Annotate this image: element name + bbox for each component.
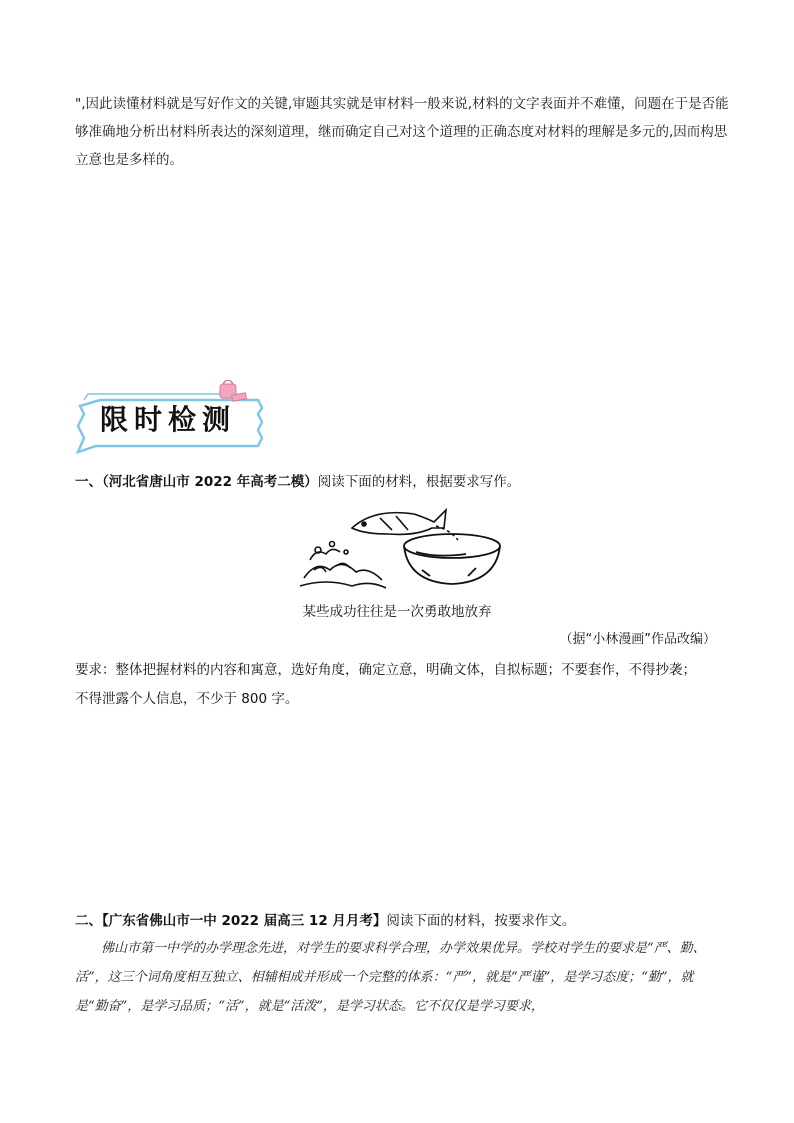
question-2-source: 【广东省佛山市一中 2022 届高三 12 月月考】 — [102, 913, 387, 929]
fish-bowl-cartoon — [296, 500, 502, 592]
question-1-number: 一、 — [75, 474, 102, 490]
question-1-source: （河北省唐山市 2022 年高考二模） — [102, 474, 318, 490]
question-2-number: 二、 — [75, 913, 102, 929]
cartoon-credit: （据“小林漫画”作品改编） — [559, 632, 716, 647]
question-2-instruction: 阅读下面的材料，按要求作文。 — [386, 913, 576, 929]
question-1-instruction: 阅读下面的材料，根据要求写作。 — [317, 474, 521, 490]
requirements-line-1: 要求：整体把握材料的内容和寓意，选好角度，确定立意，明确文体，自拟标题；不要套作，不得抄袭； — [75, 662, 696, 678]
question-2-material — [75, 934, 725, 1021]
intro-paragraph: ",因此读懂材料就是写好作文的关键,审题其实就是审材料一般来说,材料的文字表面并不难懂，问题在于是否能够准确地分析出材料所表达的深刻道理，继而确定自己对这个道理的正确态度对材料的理解是多元的,因而构思立意也是多样的。 — [75, 96, 729, 168]
material-text: 佛山市第一中学的办学理念先进，对学生的要求科学合理，办学效果优异。学校对学生的要求是“严、勤、活”，这三个词角度相互独立、相辅相成并形成一个完整的体系：“严”，就是“严谨”，是学习态度；“勤”，就是“勤奋”，是学习品质；“活”，就是“活泼”，是学习状态。它不仅仅是学习要求， — [75, 941, 706, 1014]
question-1-requirements — [75, 656, 725, 714]
question-1-header — [75, 470, 520, 490]
question-2-header — [75, 909, 575, 929]
cartoon-caption: 某些成功往往是一次勇敢地放弃 — [302, 604, 492, 620]
requirements-line-2: 不得泄露个人信息，不少于 800 字。 — [75, 691, 299, 707]
section-title: 限时检测 — [100, 403, 237, 436]
